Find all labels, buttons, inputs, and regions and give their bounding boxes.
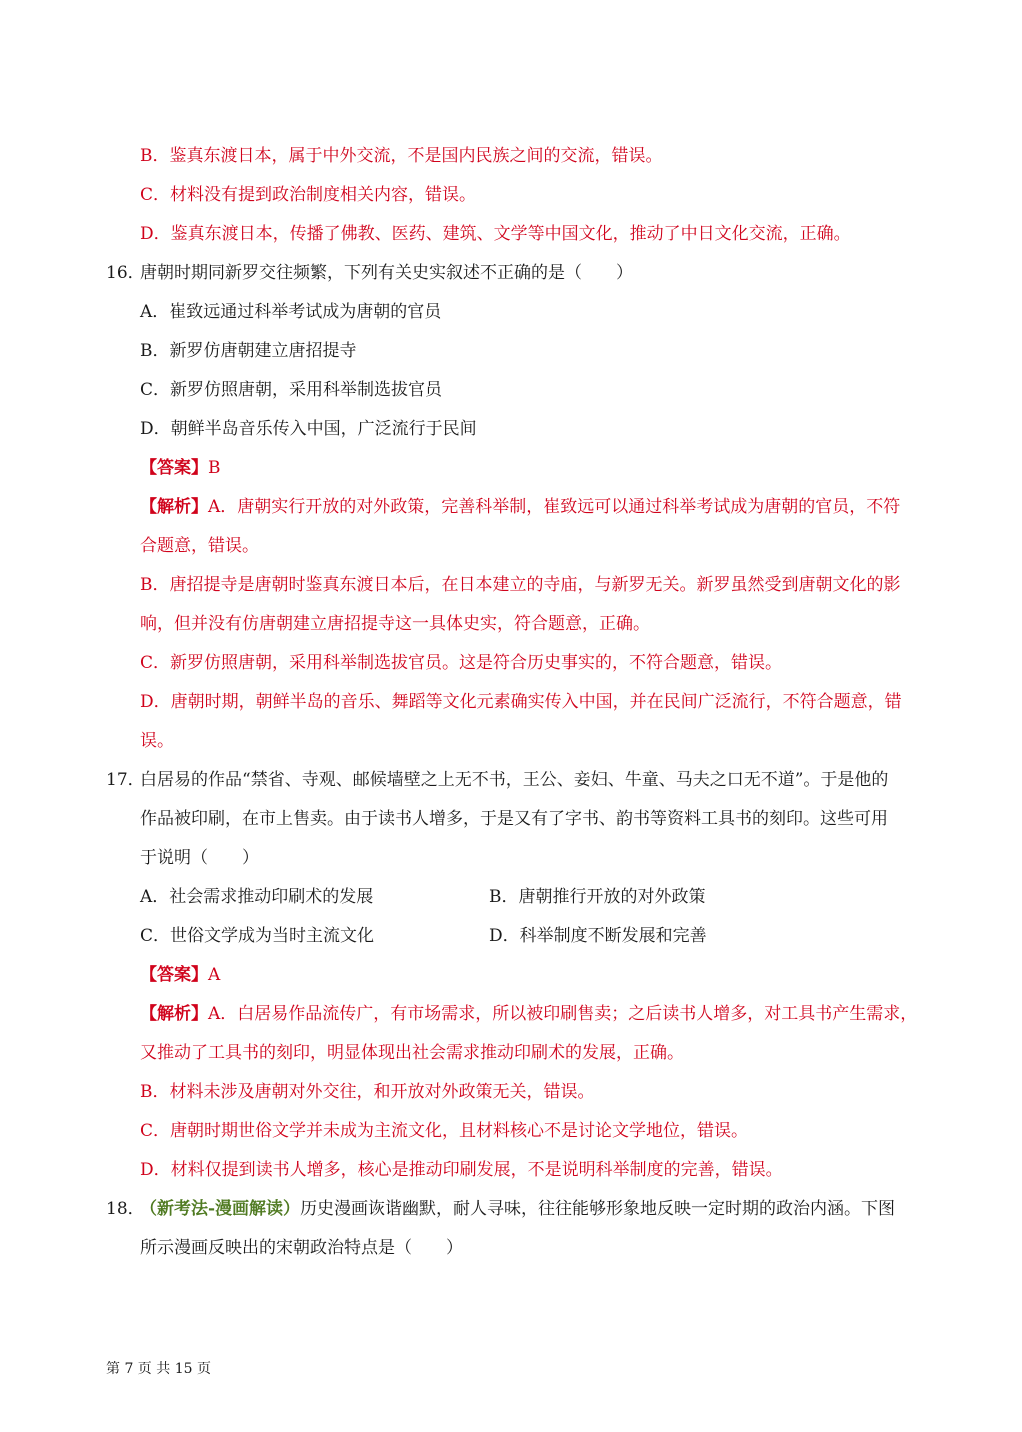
question-number: 17． <box>106 770 145 790</box>
analysis-tag: 【解析】 <box>140 1004 208 1024</box>
answer-line <box>140 456 221 480</box>
page-footer: 第 7 页 共 15 页 <box>106 1361 211 1377</box>
question-stem <box>140 1197 895 1221</box>
prev-analysis-b: B．鉴真东渡日本，属于中外交流，不是国内民族之间的交流，错误。 <box>140 146 663 166</box>
analysis-line: 又推动了工具书的刻印，明显体现出社会需求推动印刷术的发展，正确。 <box>140 1043 684 1063</box>
option-a: A．崔致远通过科举考试成为唐朝的官员 <box>140 302 442 322</box>
analysis-text: A．白居易作品流传广，有市场需求，所以被印刷售卖；之后读书人增多，对工具书产生需求， <box>208 1004 918 1024</box>
question-stem: 于说明（ ） <box>140 848 259 868</box>
answer-value: B <box>208 458 221 478</box>
analysis-line: 响，但并没有仿唐朝建立唐招提寺这一具体史实，符合题意，正确。 <box>140 614 650 634</box>
question-stem: 所示漫画反映出的宋朝政治特点是（ ） <box>140 1238 463 1258</box>
analysis-line: C．新罗仿照唐朝，采用科举制选拔官员。这是符合历史事实的，不符合题意，错误。 <box>140 653 783 673</box>
analysis-line: B．材料未涉及唐朝对外交往，和开放对外政策无关，错误。 <box>140 1082 595 1102</box>
option-d: D．朝鲜半岛音乐传入中国，广泛流行于民间 <box>140 419 477 439</box>
analysis-line: C．唐朝时期世俗文学并未成为主流文化，且材料核心不是讨论文学地位，错误。 <box>140 1121 749 1141</box>
option-a: A．社会需求推动印刷术的发展 <box>140 887 374 907</box>
question-stem-text: 历史漫画诙谐幽默，耐人寻味，往往能够形象地反映一定时期的政治内涵。下图 <box>300 1199 896 1219</box>
option-d: D．科举制度不断发展和完善 <box>489 926 707 946</box>
question-stem: 白居易的作品“禁省、寺观、邮候墙壁之上无不书，王公、妾妇、牛童、马夫之口无不道”。于是他的 <box>140 770 889 790</box>
prev-analysis-c: C．材料没有提到政治制度相关内容，错误。 <box>140 185 477 205</box>
analysis-line: 合题意，错误。 <box>140 536 259 556</box>
question-number: 16． <box>106 263 145 283</box>
question-number: 18． <box>106 1199 145 1219</box>
analysis-line <box>140 1002 917 1026</box>
analysis-tag: 【解析】 <box>140 497 208 517</box>
answer-value: A <box>208 965 221 985</box>
analysis-line: B．唐招提寺是唐朝时鉴真东渡日本后，在日本建立的寺庙，与新罗无关。新罗虽然受到唐朝文化的影 <box>140 575 901 595</box>
analysis-line: D．唐朝时期，朝鲜半岛的音乐、舞蹈等文化元素确实传入中国，并在民间广泛流行，不符合题意，错 <box>140 692 902 712</box>
question-tag: （新考法-漫画解读） <box>140 1199 301 1219</box>
analysis-line: D．材料仅提到读书人增多，核心是推动印刷发展，不是说明科举制度的完善，错误。 <box>140 1160 783 1180</box>
option-c: C．新罗仿照唐朝，采用科举制选拔官员 <box>140 380 443 400</box>
prev-analysis-d: D．鉴真东渡日本，传播了佛教、医药、建筑、文学等中国文化，推动了中日文化交流，正确。 <box>140 224 851 244</box>
question-stem: 唐朝时期同新罗交往频繁，下列有关史实叙述不正确的是（ ） <box>140 263 633 283</box>
answer-tag: 【答案】 <box>140 458 208 478</box>
answer-tag: 【答案】 <box>140 965 208 985</box>
analysis-line: 误。 <box>140 731 174 751</box>
question-stem: 作品被印刷，在市上售卖。由于读书人增多，于是又有了字书、韵书等资料工具书的刻印。这些可用 <box>140 809 888 829</box>
analysis-line <box>140 495 900 519</box>
analysis-text: A．唐朝实行开放的对外政策，完善科举制，崔致远可以通过科举考试成为唐朝的官员，不符 <box>208 497 901 517</box>
option-b: B．唐朝推行开放的对外政策 <box>489 887 706 907</box>
option-c: C．世俗文学成为当时主流文化 <box>140 926 375 946</box>
answer-line <box>140 963 220 987</box>
option-b: B．新罗仿唐朝建立唐招提寺 <box>140 341 357 361</box>
